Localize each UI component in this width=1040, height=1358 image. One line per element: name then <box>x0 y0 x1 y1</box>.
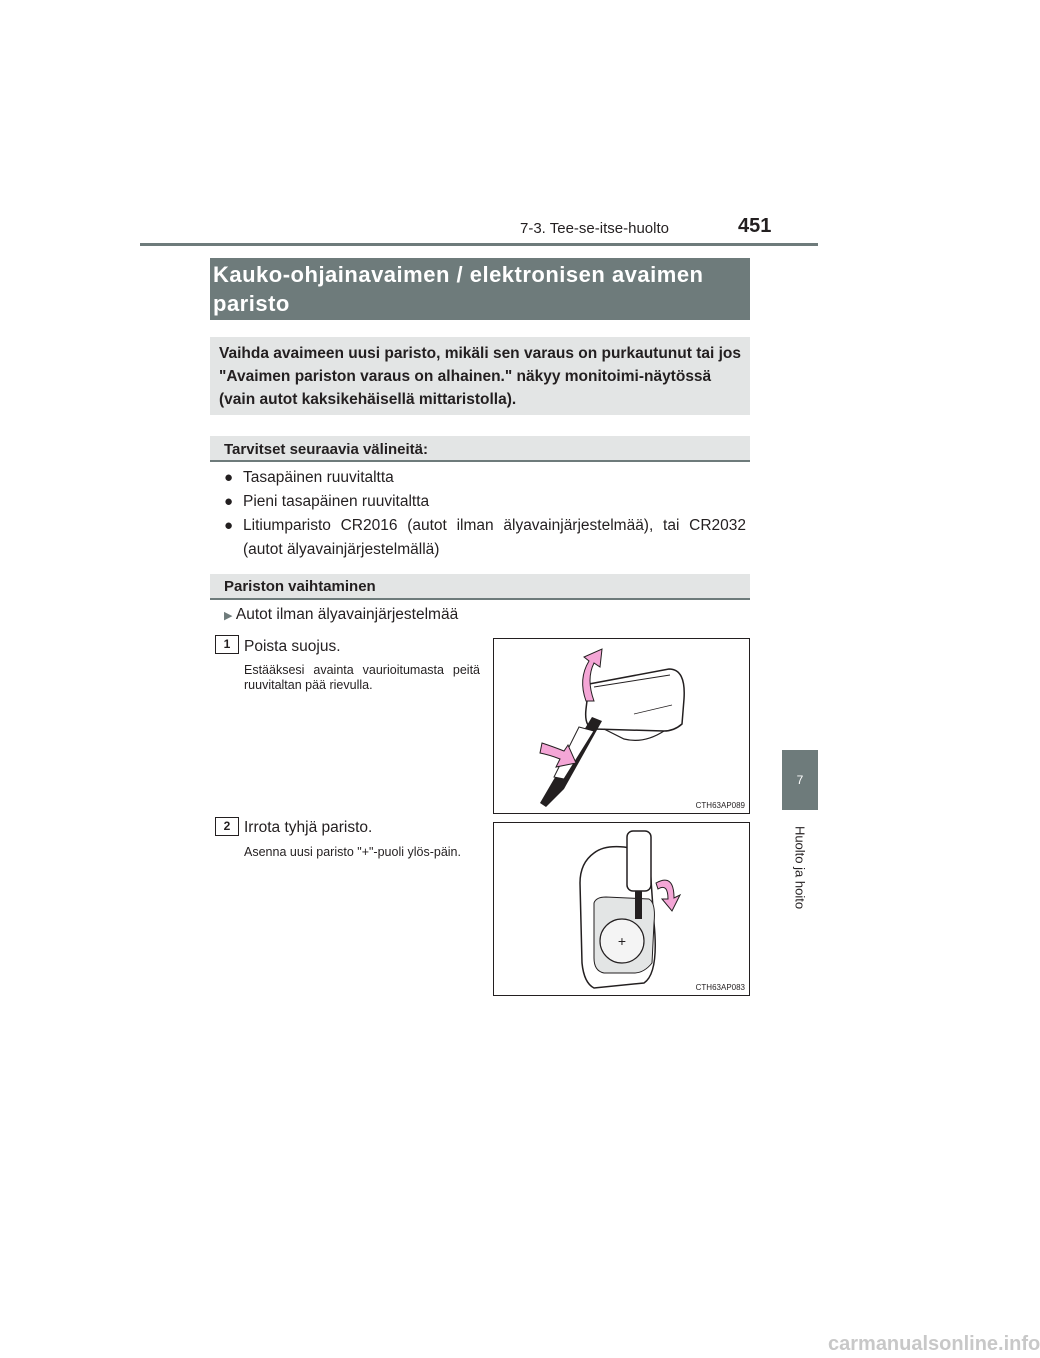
svg-text:+: + <box>617 933 627 949</box>
tool-item: ● Tasapäinen ruuvitaltta <box>224 466 746 490</box>
bullet-icon: ● <box>224 517 234 534</box>
page-title: Kauko-ohjainavaimen / elektronisen avaimen paristo <box>213 262 704 316</box>
figure-remove-cover <box>493 638 750 814</box>
bullet-icon: ● <box>224 493 234 510</box>
watermark: carmanualsonline.info <box>828 1333 1040 1355</box>
variant-line <box>224 606 458 624</box>
chapter-label-wrap <box>770 820 830 920</box>
figure-code: CTH63AP089 <box>695 801 745 810</box>
step-title: Poista suojus. <box>244 638 341 655</box>
tool-item: ● Pieni tasapäinen ruuvitaltta <box>224 490 746 514</box>
step-title: Irrota tyhjä paristo. <box>244 819 373 836</box>
step-note: Estääksesi avainta vaurioitumasta peitä ruuvitaltan pää rievulla. <box>244 663 480 692</box>
figure-remove-battery <box>493 822 750 996</box>
key-cover-illustration <box>494 639 749 813</box>
section-title: 7-3. Tee-se-itse-huolto <box>520 220 669 237</box>
variant-label: Autot ilman älyavainjärjestelmää <box>235 606 459 623</box>
replacement-heading: Pariston vaihtaminen <box>224 578 376 595</box>
chapter-tab: 7 <box>782 750 818 810</box>
tool-item: ● Litiumparisto CR2016 (autot ilman älyavainjärjestelmää), tai CR2032 (autot älyavainjärjestelmällä) <box>224 514 746 562</box>
step-note: Asenna uusi paristo "+"-puoli ylös-päin. <box>244 845 461 859</box>
intro-text: Vaihda avaimeen uusi paristo, mikäli sen varaus on purkautunut tai jos "Avaimen pariston varaus on alhainen." näkyy monitoimi-näytössä (vain autot kaksikehäisellä mittaristolla). <box>219 345 741 408</box>
step-number: 2 <box>215 817 239 836</box>
page-number: 451 <box>738 215 772 237</box>
step-number: 1 <box>215 635 239 654</box>
battery-illustration <box>494 823 749 995</box>
header-divider <box>140 243 818 246</box>
figure-code: CTH63AP083 <box>695 983 745 992</box>
chapter-label: Huolto ja hoito <box>792 825 808 910</box>
bullet-icon: ● <box>224 469 234 486</box>
tools-heading: Tarvitset seuraavia välineitä: <box>224 441 428 458</box>
triangle-right-icon: ▶ <box>224 610 233 622</box>
